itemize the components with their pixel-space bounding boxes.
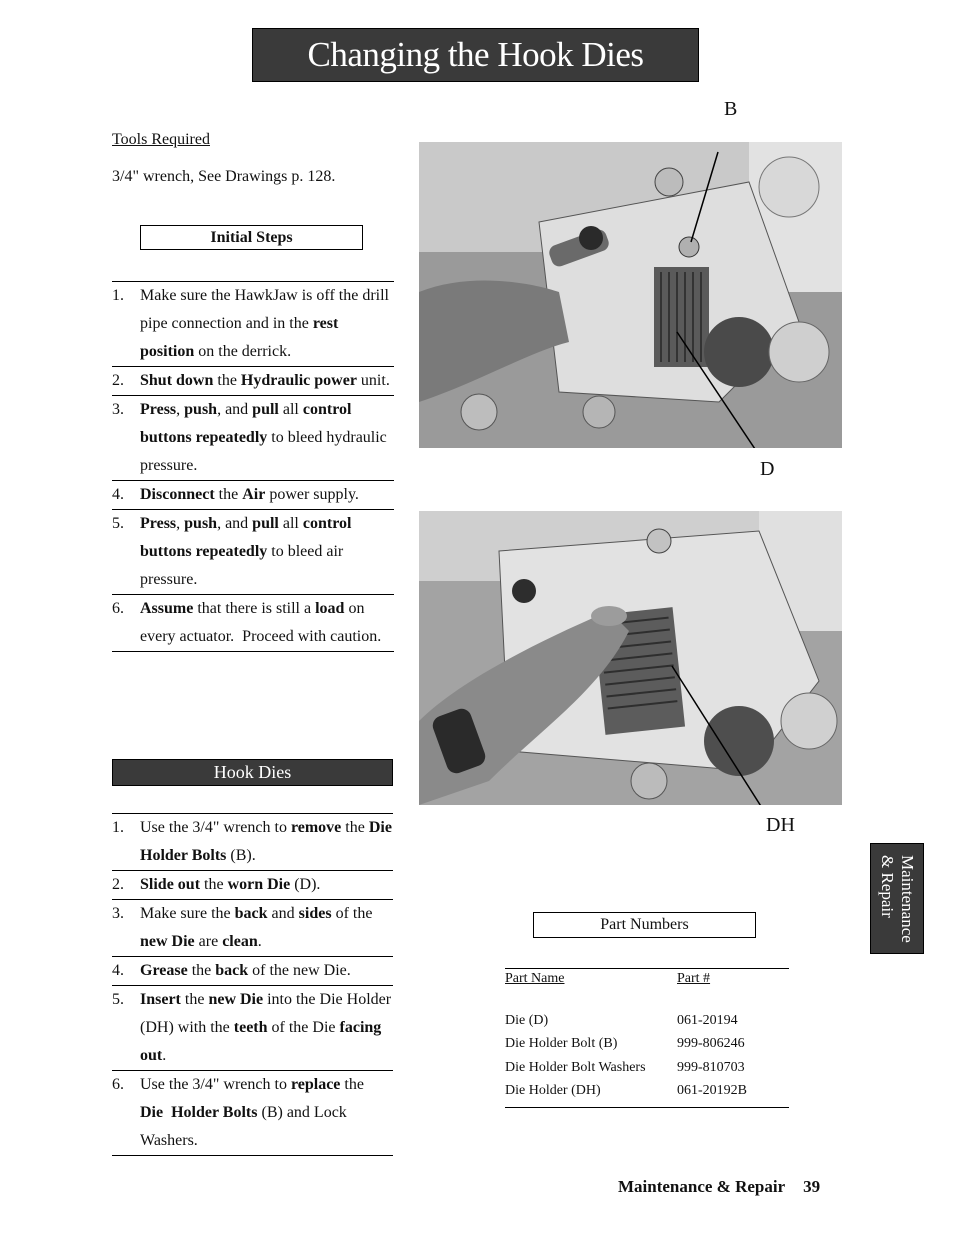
- initial-steps-list: [112, 281, 394, 652]
- step-text: Grease the back of the new Die.: [140, 962, 351, 979]
- step-text: Use the 3/4" wrench to remove the Die Holder Bolts (B).: [140, 819, 392, 864]
- hook-dies-step-6: [112, 1071, 393, 1156]
- part-name-cell: Die Holder Bolt Washers: [505, 1059, 646, 1075]
- step-number: 1.: [112, 287, 124, 304]
- step-number: 5.: [112, 515, 124, 532]
- step-text: Press, push, and pull all control buttons repeatedly to bleed hydraulic pressure.: [140, 401, 387, 474]
- step-number: 6.: [112, 600, 124, 617]
- tools-required-heading: Tools Required: [112, 131, 210, 148]
- callout-label-b: B: [724, 98, 738, 120]
- part-name-cell: Die Holder (DH): [505, 1083, 601, 1099]
- step-number: 5.: [112, 991, 124, 1008]
- hook-dies-step-4: [112, 957, 393, 986]
- column-header-part-number: Part #: [677, 971, 711, 986]
- step-text: Slide out the worn Die (D).: [140, 876, 321, 893]
- parts-table: [505, 968, 789, 1108]
- page-number: 39: [803, 1177, 821, 1196]
- part-name-cell: Die (D): [505, 1012, 549, 1028]
- step-number: 4.: [112, 962, 124, 979]
- tools-required-text: 3/4" wrench, See Drawings p. 128.: [112, 168, 336, 185]
- hook-dies-step-2: [112, 871, 393, 900]
- parts-table-row: [505, 1080, 789, 1104]
- step-number: 4.: [112, 486, 124, 503]
- step-number: 2.: [112, 876, 124, 893]
- parts-table-row: [505, 1056, 789, 1080]
- step-text: Make sure the HawkJaw is off the drill pipe connection and in the rest position on the derrick.: [140, 287, 389, 360]
- initial-step-6: [112, 595, 394, 652]
- callout-label-dh: DH: [766, 814, 795, 836]
- step-number: 2.: [112, 372, 124, 389]
- hook-dies-step-3: [112, 900, 393, 957]
- initial-step-2: [112, 367, 394, 396]
- initial-step-4: [112, 481, 394, 510]
- step-number: 3.: [112, 401, 124, 418]
- step-number: 1.: [112, 819, 124, 836]
- step-text: Use the 3/4" wrench to replace the Die Holder Bolts (B) and Lock Washers.: [140, 1076, 364, 1149]
- initial-step-5: [112, 510, 394, 595]
- part-number-cell: 999-810703: [677, 1059, 745, 1075]
- part-number-cell: 061-20194: [677, 1012, 738, 1028]
- step-text: Assume that there is still a load on every actuator. Proceed with caution.: [140, 600, 382, 645]
- photo-inserting-new-die: [419, 511, 842, 805]
- parts-table-header: [505, 969, 789, 1009]
- parts-table-row: [505, 1009, 789, 1033]
- photo-removing-die-holder-bolts: [419, 142, 842, 448]
- hook-dies-step-5: [112, 986, 393, 1071]
- parts-table-row: [505, 1033, 789, 1057]
- column-header-part-name: Part Name: [505, 971, 565, 986]
- step-number: 3.: [112, 905, 124, 922]
- section-side-tab-label: Maintenance & Repair: [878, 854, 917, 943]
- hook-dies-heading: Hook Dies: [112, 759, 393, 786]
- part-number-cell: 061-20192B: [677, 1083, 747, 1099]
- page-title: Changing the Hook Dies: [252, 28, 699, 82]
- part-name-cell: Die Holder Bolt (B): [505, 1036, 618, 1052]
- step-text: Shut down the Hydraulic power unit.: [140, 372, 390, 389]
- callout-label-d: D: [760, 458, 775, 480]
- initial-step-3: [112, 396, 394, 481]
- step-number: 6.: [112, 1076, 124, 1093]
- hook-dies-steps-list: [112, 813, 393, 1156]
- initial-step-1: [112, 282, 394, 367]
- hook-dies-step-1: [112, 814, 393, 871]
- step-text: Disconnect the Air power supply.: [140, 486, 359, 503]
- section-side-tab[interactable]: [870, 843, 924, 954]
- part-number-cell: 999-806246: [677, 1036, 745, 1052]
- part-numbers-heading: Part Numbers: [533, 912, 756, 938]
- step-text: Make sure the back and sides of the new Die are clean.: [140, 905, 373, 950]
- step-text: Press, push, and pull all control buttons repeatedly to bleed air pressure.: [140, 515, 352, 588]
- page-footer: [618, 1177, 820, 1197]
- footer-section-name: Maintenance & Repair: [618, 1177, 786, 1196]
- initial-steps-heading: Initial Steps: [140, 225, 363, 250]
- step-text: Insert the new Die into the Die Holder (DH) with the teeth of the Die facing out.: [140, 991, 392, 1064]
